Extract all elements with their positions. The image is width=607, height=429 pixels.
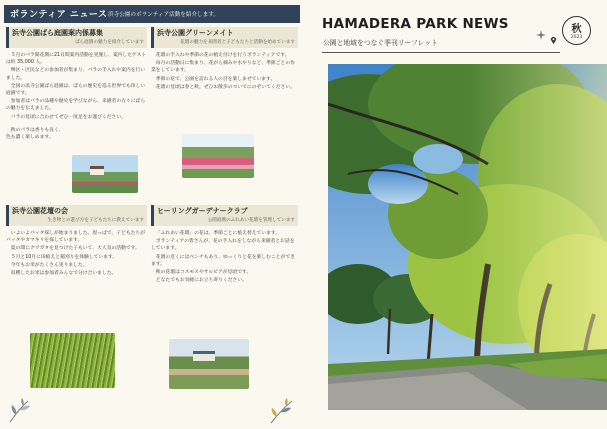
banner-subtitle: 浜寺公園のボランティア活動を紹介します。 [108,12,219,18]
section-title: 浜寺公園ばら庭園案内係募集 [12,29,103,37]
section-subtitle: ばら庭園の魅力を紹介しています [75,40,144,45]
paragraph: どなたでもお気軽にお立ち寄りください。 [155,278,247,284]
paragraph: バラの見頃に合わせてぜひ一度足をお運びください。 [10,114,126,120]
paragraph: 「ふれあい花壇」の花は、季節ごとに植え替えています。 [155,231,281,236]
column-a-top [6,27,147,142]
column-b-bottom [151,205,298,285]
paragraph: 花壇の見頃は春と秋。ぜひお散歩のついでにのぞいてください。 [155,84,295,90]
section-header-flower-bed-club [6,205,147,226]
section-header-healing-gardener [151,205,298,226]
rice-field-photo [30,333,115,388]
section-body [151,230,298,284]
paragraph: 堺区・区民などの参加者が集まり、バラの手入れや案内を行いました。 [6,68,146,81]
sparkle-icon [536,30,546,40]
title-divider [322,52,560,53]
paragraph: 花壇の手入れや季節の花の植え付けを行うボランティアです。 [155,53,290,58]
banner-title: ボランティア ニュース [10,10,108,20]
section-subtitle: 花壇の魅力を来園者と子どもたちと活動を始めています [180,40,295,45]
paragraph: 季節の花で、公園を訪れる人の目を楽しませています。 [155,76,276,82]
season-label: 秋 [571,24,582,35]
paragraph: いよいよバッタ探しが始まりました。原っぱで、子どもたちがバッタやカマキリを探しています。 [6,231,146,244]
paragraph: 夏の間にクワガタを見つけた子もいて、大人気の活動です。 [10,246,140,252]
paragraph: ５月と10月に田植えと稲刈りを体験しています。 [10,254,118,260]
section-header-rose-garden [6,27,147,48]
newsletter-title: HAMADERA PARK NEWS [322,16,509,32]
section-body [6,230,147,277]
park-trees-hero-photo [328,64,607,410]
paragraph: 秋のバラは香りも良く、色も濃く楽しめます。 [6,127,64,141]
paragraph: 全国の浜寺公園ばら庭園は、ばらの歴史を巡る世界でも珍しい庭園です。 [6,83,146,97]
section-closing [6,127,68,141]
section-title: ヒーリングガーデナークラブ [157,207,248,215]
paragraph: 花壇の近くにはベンチもあり、ゆっくりと花を楽しむことができます。 [151,254,295,267]
paragraph: ボランティアの皆さんが、花の手入れをしながら来園者とお話をしています。 [151,239,295,252]
garden-shed-photo [169,339,249,389]
section-subtitle: 生き物との遊び方を子どもたちに教えています [47,218,144,223]
section-title: 浜寺公園花壇の会 [12,207,68,215]
paragraph: 今年もお米がたくさん実りました。 [10,262,88,268]
issue-year: 2023 [570,35,583,40]
section-header-green-mate [151,27,298,48]
column-b-top [151,27,298,92]
flower-bed-photo [182,134,254,178]
map-pin-icon [549,36,558,45]
paragraph: 毎月の活動日に集まり、花がら摘みや水やりなど、季節ごとの作業をしています。 [151,61,295,74]
park-photo-illustration [328,64,607,410]
section-body [6,52,147,121]
volunteer-news-banner [4,5,300,23]
paragraph: 秋の花壇はコスモスやサルビアが見頃です。 [155,270,252,276]
section-body [151,52,298,91]
section-subtitle: 公園庭園のふれあい花壇を管理しています [207,218,295,223]
right-page [304,0,607,429]
section-title: 浜寺公園グリーンメイト [157,29,234,37]
leaf-sprig-icon [6,398,36,424]
rose-garden-photo [72,155,138,193]
paragraph: ５月のバラ開花期に21日間案内活動を実施し、案内したゲストは約 35,000 人。 [6,53,147,66]
paragraph: 収穫したお米は参加者みんなで分け合いました。 [10,271,117,277]
leaf-sprig-icon [268,398,296,424]
column-a-bottom [6,205,147,278]
season-badge [562,16,591,45]
paragraph: 参加者はバラの品種や歴史を学びながら、来園者の方々にばらの魅力を伝えました。 [6,99,146,112]
newsletter-subtitle: 公園と地域をつなぐ季刊リーフレット [323,39,438,47]
